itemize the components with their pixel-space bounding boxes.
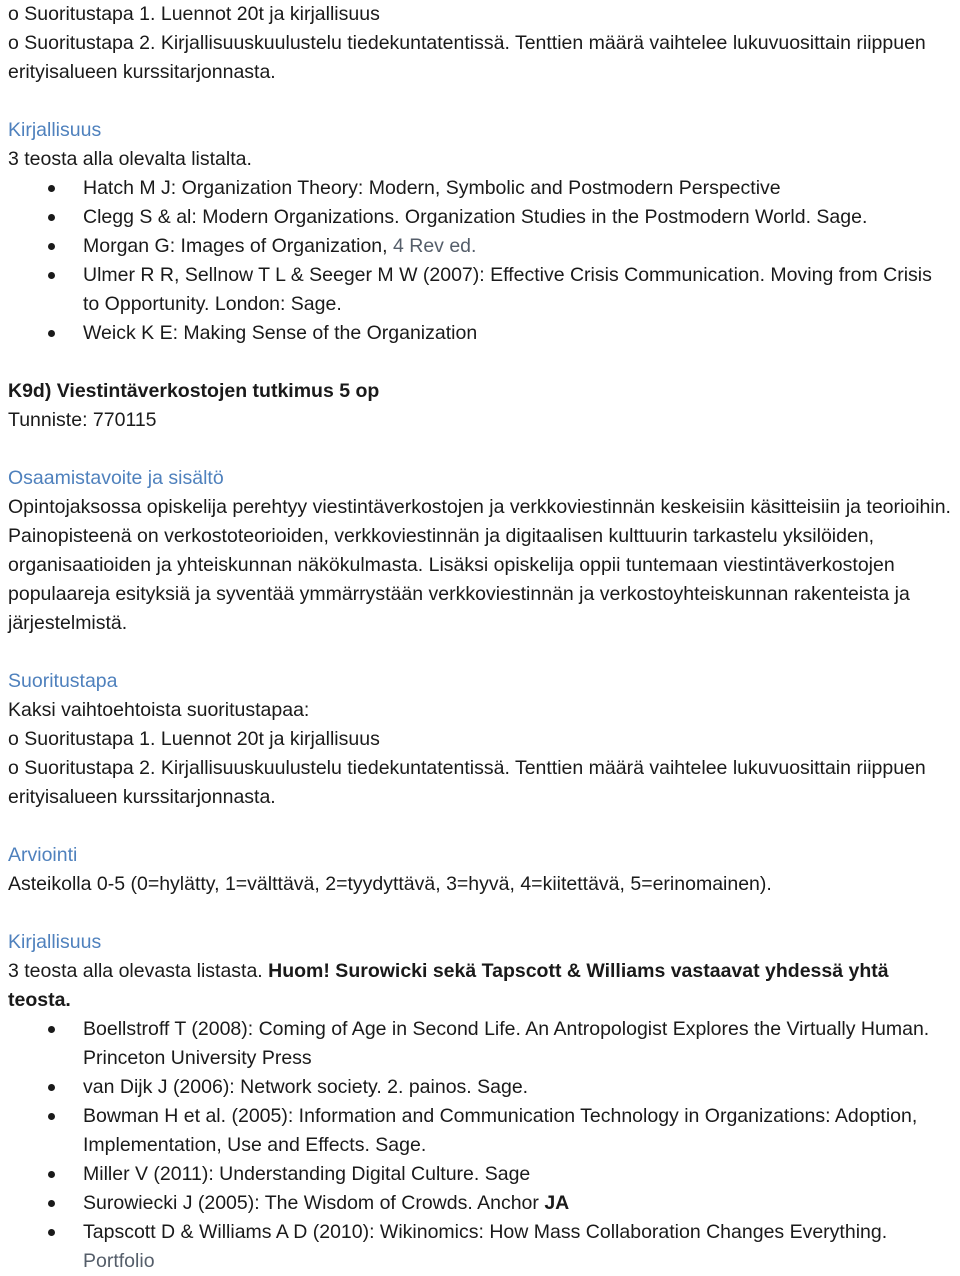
- literature-intro: 3 teosta alla olevalta listalta.: [8, 148, 252, 170]
- morgan-entry: Morgan G: Images of Organization,: [83, 235, 393, 257]
- course-literature-list: [8, 1015, 952, 1276]
- morgan-edition: 4 Rev ed.: [392, 235, 477, 257]
- method-intro: Kaksi vaihtoehtoista suoritustapaa:: [8, 699, 310, 721]
- option-2: o Suoritustapa 2. Kirjallisuuskuulustelu tiedekuntatentissä. Tenttien määrä vaihtelee lukuvuosittain riippuen erityisalueen kurssitarjonnasta.: [8, 32, 926, 83]
- list-item: Hatch M J: Organization Theory: Modern, Symbolic and Postmodern Perspective: [8, 174, 952, 203]
- surowiecki-entry: Surowiecki J (2005): The Wisdom of Crowds. Anchor: [83, 1192, 545, 1214]
- list-item: [8, 1189, 952, 1218]
- surowiecki-mark: JA: [544, 1192, 570, 1214]
- method-option-2: o Suoritustapa 2. Kirjallisuuskuulustelu tiedekuntatentissä. Tenttien määrä vaihtelee lukuvuosittain riippuen erityisalueen kurssitarjonnasta.: [8, 757, 926, 808]
- literature-note: Huom! Surowicki sekä Tapscott & Williams vastaavat yhdessä yhtä teosta.: [8, 960, 889, 1011]
- method-heading: Suoritustapa: [8, 670, 118, 692]
- tapscott-publisher: Portfolio: [83, 1250, 155, 1272]
- course-literature-heading: Kirjallisuus: [8, 931, 102, 953]
- course-title: K9d) Viestintäverkostojen tutkimus 5 op: [8, 380, 380, 402]
- list-item: Bowman H et al. (2005): Information and Communication Technology in Organizations: Adoption, Implementation, Use and Effects. Sage.: [8, 1102, 952, 1160]
- goals-text: Opintojaksossa opiskelija perehtyy viestintäverkostojen ja verkkoviestinnän keskeisiin käsitteisiin ja teorioihin. Painopisteenä on verkostoteorioiden, verkkoviestinnän ja digitaalisen kulttuurin tarkastelu yksilöiden, organisaatioiden ja yhteiskunnan näkökulmasta. Lisäksi opiskelija oppii tuntemaan viestintäverkostojen populaareja esityksiä ja syventää ymmärrystään verkkoviestinnän ja verkostoyhteiskunnan rakenteista ja järjestelmistä.: [8, 496, 951, 634]
- list-item: Weick K E: Making Sense of the Organization: [8, 319, 952, 348]
- option-1: o Suoritustapa 1. Luennot 20t ja kirjallisuus: [8, 3, 380, 25]
- goals-heading: Osaamistavoite ja sisältö: [8, 467, 224, 489]
- list-item: Boellstroff T (2008): Coming of Age in Second Life. An Antropologist Explores the Virtually Human. Princeton University Press: [8, 1015, 952, 1073]
- course-literature-intro: [8, 957, 952, 1015]
- tapscott-entry: Tapscott D & Williams A D (2010): Wikinomics: How Mass Collaboration Changes Everything.: [83, 1221, 888, 1243]
- list-item: Ulmer R R, Sellnow T L & Seeger M W (2007): Effective Crisis Communication. Moving from Crisis to Opportunity. London: Sage.: [8, 261, 952, 319]
- list-item: Clegg S & al: Modern Organizations. Organization Studies in the Postmodern World. Sage.: [8, 203, 952, 232]
- list-item: Miller V (2011): Understanding Digital Culture. Sage: [8, 1160, 952, 1189]
- list-item: [8, 1218, 952, 1276]
- list-item: [8, 232, 952, 261]
- method-option-1: o Suoritustapa 1. Luennot 20t ja kirjallisuus: [8, 728, 380, 750]
- literature-heading: Kirjallisuus: [8, 119, 102, 141]
- grading-heading: Arviointi: [8, 844, 78, 866]
- grading-text: Asteikolla 0-5 (0=hylätty, 1=välttävä, 2=tyydyttävä, 3=hyvä, 4=kiitettävä, 5=erinomainen).: [8, 873, 772, 895]
- list-item: van Dijk J (2006): Network society. 2. painos. Sage.: [8, 1073, 952, 1102]
- course-id: Tunniste: 770115: [8, 409, 157, 431]
- literature-list: [8, 174, 952, 348]
- literature-intro-text: 3 teosta alla olevasta listasta.: [8, 960, 269, 982]
